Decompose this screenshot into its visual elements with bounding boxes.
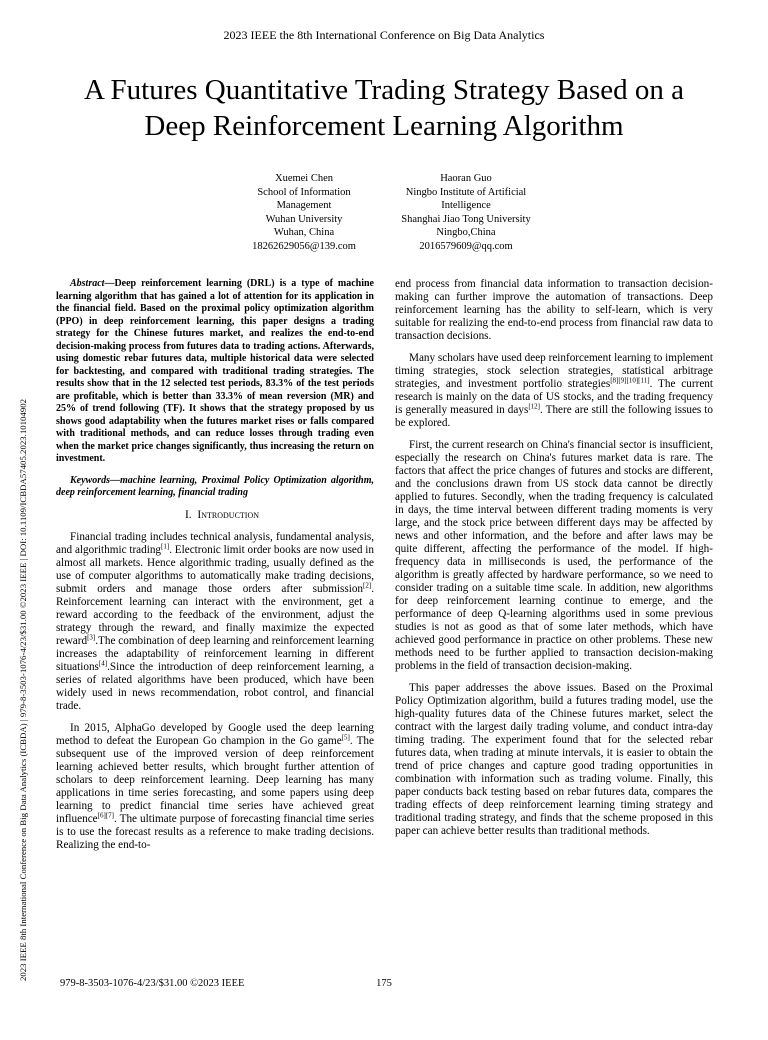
paragraph: Many scholars have used deep reinforcement learning to implement timing strategies, stock selection strategies, statistical arbitrage strategies, and investment portfolio strategies[8][9][10][11]. The current research is mainly on the data of US stocks, and the trading frequency is generally measured in days[12]. There are still the following issues to be explored. <box>395 352 714 429</box>
left-column <box>56 278 374 861</box>
footer-isbn: 979-8-3503-1076-4/23/$31.00 ©2023 IEEE <box>60 978 245 989</box>
abstract-label: Abstract <box>70 278 105 289</box>
paragraph: Financial trading includes technical analysis, fundamental analysis, and algorithmic trading[1]. Electronic limit order books are now used in almost all markets. Hence algorithmic trading, usually defined as the use of computer algorithms to automatically make trading decisions, submit orders and manage those orders after submission[2]. Reinforcement learning can interact with the environment, get a reward according to the feedback of the environment, adjust the strategy through the reward, and finally maximize the expected reward[3].The combination of deep learning and reinforcement learning increases the adaptability of reinforcement learning in different situations[4].Since the introduction of deep reinforcement learning, a series of related algorithms have been produced, which have been widely used in news recommendation, robot control, and financial trade. <box>56 530 374 712</box>
citation[interactable]: [1] <box>161 541 170 550</box>
paragraph: end process from financial data information to transaction decision-making can further improve the automation of transactions. Deep reinforcement learning has the ability to self-learn, which is very suitable for realizing the end-to-end process from financial raw data to transaction decisions. <box>395 278 713 342</box>
keywords-label: Keywords <box>70 474 110 486</box>
citation[interactable]: [6][7] <box>97 810 114 819</box>
author-affiliation: Intelligence <box>441 200 491 211</box>
keywords-text: machine learning, Proximal Policy Optimization algorithm, deep reinforcement learning, financial trading <box>56 474 374 498</box>
author-organization: Shanghai Jiao Tong University <box>401 213 531 225</box>
page-number: 175 <box>376 978 392 989</box>
author-city: Wuhan, China <box>273 227 335 238</box>
citation[interactable]: [5] <box>341 732 350 741</box>
abstract: Abstract—Deep reinforcement learning (DRL) is a type of machine learning algorithm that has gained a lot of attention for its application in the financial field. Based on the proximal policy optimization algorithm (PPO) in deep reinforcement learning, this paper designs a trading strategy for the Chinese futures market, and realizes the end-to-end decision-making process from futures data to trading actions. Afterwards, using domestic rebar futures data, multiple historical data were selected for backtesting, and compared with traditional trading strategies. The results show that in the 12 selected test periods, 83.3% of the test periods are profitable, which is better than 33.3% of mean reversion (MR) and 25% of trend following (TF). It shows that the strategy proposed by us shows good adaptability when the futures market rises or falls compared with traditional methods, and can reduce losses through trading even when the market price changes significantly, thus increasing the return on investment. <box>56 278 374 464</box>
author-affiliation: School of Information <box>257 186 351 198</box>
author-email: 2016579609@qq.com <box>419 240 513 252</box>
keywords: Keywords—machine learning, Proximal Policy Optimization algorithm, deep reinforcement learning, financial trading <box>56 474 374 498</box>
author-affiliation: Management <box>276 200 332 211</box>
citation[interactable]: [3] <box>87 632 96 641</box>
citation[interactable]: [2] <box>363 580 372 589</box>
paragraph: In 2015, AlphaGo developed by Google used the deep learning method to defeat the European Go champion in the Go game[5]. The subsequent use of the improved version of deep reinforcement learning achieved better results, which brought further attention of scholars to deep reinforcement learning. Deep learning has many applications in time series forecasting, and some papers using deep learning to predict financial time series have achieved great influence[6][7]. The ultimate purpose of forecasting financial time series is to use the forecast results as a reference to make trading decisions. Realizing the end-to- <box>56 721 374 851</box>
author-affiliation: Ningbo Institute of Artificial <box>405 186 527 198</box>
author-name: Haoran Guo <box>440 173 492 184</box>
author-name: Xuemei Chen <box>274 173 334 184</box>
right-column <box>395 278 713 847</box>
citation[interactable]: [4] <box>98 658 108 667</box>
author-email: 18262629056@139.com <box>252 240 356 252</box>
title-line-1: A Futures Quantitative Trading Strategy Based on a <box>83 74 685 106</box>
paragraph: This paper addresses the above issues. Based on the Proximal Policy Optimization algorithm, build a futures trading model, use the high-quality futures data of the Chinese futures market, select the contract with the largest daily trading volume, and conduct intra-day timing trading. The experiment found that for the selected rebar futures data, when trading at minute intervals, it is easier to obtain the trend of price changes and capture good trading opportunities in combination with information such as trading volume. Finally, this paper conducts back testing based on rebar futures data, compares the trading effects of deep reinforcement learning timing strategy and traditional trading strategy, and finds that the scheme proposed in this paper can achieve better results than traditional methods. <box>395 682 713 837</box>
author-city: Ningbo,China <box>436 227 496 238</box>
paper-title <box>40 72 728 144</box>
doi-side-text: 2023 IEEE 8th International Conference on Big Data Analytics (ICBDA) | 979-8-3503-1076-4/23/$31.00 ©2023 IEEE | DOI: 10.1109/ICBDA57405.2023.10104902 <box>18 398 28 982</box>
title-line-2: Deep Reinforcement Learning Algorithm <box>144 110 624 142</box>
conference-header: 2023 IEEE the 8th International Conference on Big Data Analytics <box>223 28 545 42</box>
section-heading: I. Introduction <box>184 508 260 521</box>
author-organization: Wuhan University <box>265 213 343 225</box>
author-block-2 <box>366 172 566 253</box>
citation[interactable]: [8][9][10][11] <box>610 376 650 385</box>
citation[interactable]: [12] <box>528 402 540 411</box>
paragraph: First, the current research on China's financial sector is insufficient, especially the research on China's futures market data is rare. The factors that affect the price changes of futures and stocks are different, and the conclusions drawn from US stock data cannot be directly applied to futures. Secondly, when the trading frequency is calculated in days, the time interval between different trading moments is very large, and the stock price between different days may be affected by news and other information, and the before and after laws may be quite different, affecting the performance of the model. If high-frequency data in milliseconds is used, the performance of the algorithm is greatly affected by hardware performance, so we need to consider trading on a suitable time scale. In addition, new algorithms for deep reinforcement learning continue to emerge, and the performance of deep Q-learning algorithms used in some previous studies is not as good as that of some later methods, which have achieved good performance in practice on other problems. These new methods need to be further applied to transaction decision-making problems in the field of transaction decision-making. <box>395 439 713 672</box>
abstract-text: Deep reinforcement learning (DRL) is a type of machine learning algorithm that has gained a lot of attention for its application in the financial field. Based on the proximal policy optimization algorithm (PPO) in deep reinforcement learning, this paper designs a trading strategy for the Chinese futures market, and realizes the end-to-end decision-making process from futures data to trading actions. Afterwards, using domestic rebar futures data, multiple historical data were selected for backtesting, and compared with traditional trading strategies. The results show that in the 12 selected test periods, 83.3% of the test periods are profitable, which is better than 33.3% of mean reversion (MR) and 25% of trend following (TF). It shows that the strategy proposed by us shows good adaptability when the futures market rises or falls compared with traditional methods, and can reduce losses through trading even when the market price changes significantly, thus increasing the return on investment. <box>56 278 374 464</box>
